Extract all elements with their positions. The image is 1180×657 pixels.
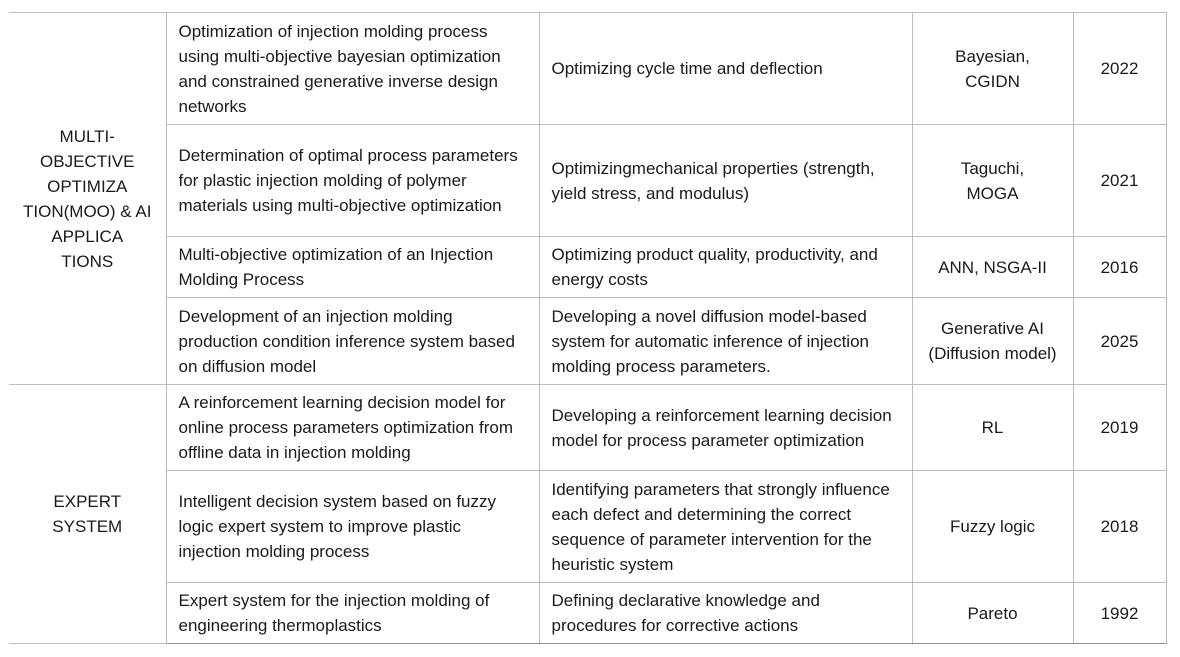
method-cell: Taguchi, MOGA xyxy=(912,125,1073,237)
table-row xyxy=(9,583,1166,644)
year-cell: 2019 xyxy=(1073,385,1166,471)
description-cell: Identifying parameters that strongly influence each defect and determining the correct sequence of parameter intervention for the heuristic system xyxy=(539,471,912,583)
literature-table xyxy=(9,12,1167,644)
table-row xyxy=(9,125,1166,237)
category-label: MULTI- OBJECTIVE OPTIMIZA TION(MOO) & AI APPLICA TIONS xyxy=(23,126,152,271)
year-cell: 2018 xyxy=(1073,471,1166,583)
paper-title-cell: Expert system for the injection molding of engineering thermoplastics xyxy=(166,583,539,644)
method-cell: Pareto xyxy=(912,583,1073,644)
year-cell: 2025 xyxy=(1073,298,1166,385)
paper-title-cell: A reinforcement learning decision model for online process parameters optimization from offline data in injection molding xyxy=(166,385,539,471)
year-cell: 1992 xyxy=(1073,583,1166,644)
paper-title-cell: Optimization of injection molding process using multi-objective bayesian optimization and constrained generative inverse design networks xyxy=(166,13,539,125)
method-cell: RL xyxy=(912,385,1073,471)
description-cell: Optimizing product quality, productivity, and energy costs xyxy=(539,237,912,298)
method-cell: ANN, NSGA-II xyxy=(912,237,1073,298)
table-row xyxy=(9,13,1166,125)
table-row xyxy=(9,471,1166,583)
category-label: EXPERT SYSTEM xyxy=(52,492,123,536)
year-cell: 2022 xyxy=(1073,13,1166,125)
table-row xyxy=(9,385,1166,471)
category-cell xyxy=(9,13,166,385)
description-cell: Optimizingmechanical properties (strength, yield stress, and modulus) xyxy=(539,125,912,237)
method-cell: Generative AI (Diffusion model) xyxy=(912,298,1073,385)
table-row xyxy=(9,298,1166,385)
paper-title-cell: Development of an injection molding production condition inference system based on diffusion model xyxy=(166,298,539,385)
paper-title-cell: Multi-objective optimization of an Injection Molding Process xyxy=(166,237,539,298)
year-cell: 2021 xyxy=(1073,125,1166,237)
paper-title-cell: Determination of optimal process parameters for plastic injection molding of polymer materials using multi-objective optimization xyxy=(166,125,539,237)
method-cell: Fuzzy logic xyxy=(912,471,1073,583)
description-cell: Developing a novel diffusion model-based system for automatic inference of injection molding process parameters. xyxy=(539,298,912,385)
description-cell: Optimizing cycle time and deflection xyxy=(539,13,912,125)
method-cell: Bayesian, CGIDN xyxy=(912,13,1073,125)
category-cell xyxy=(9,385,166,644)
table-row xyxy=(9,237,1166,298)
year-cell: 2016 xyxy=(1073,237,1166,298)
description-cell: Defining declarative knowledge and procedures for corrective actions xyxy=(539,583,912,644)
paper-title-cell: Intelligent decision system based on fuzzy logic expert system to improve plastic injection molding process xyxy=(166,471,539,583)
description-cell: Developing a reinforcement learning decision model for process parameter optimization xyxy=(539,385,912,471)
